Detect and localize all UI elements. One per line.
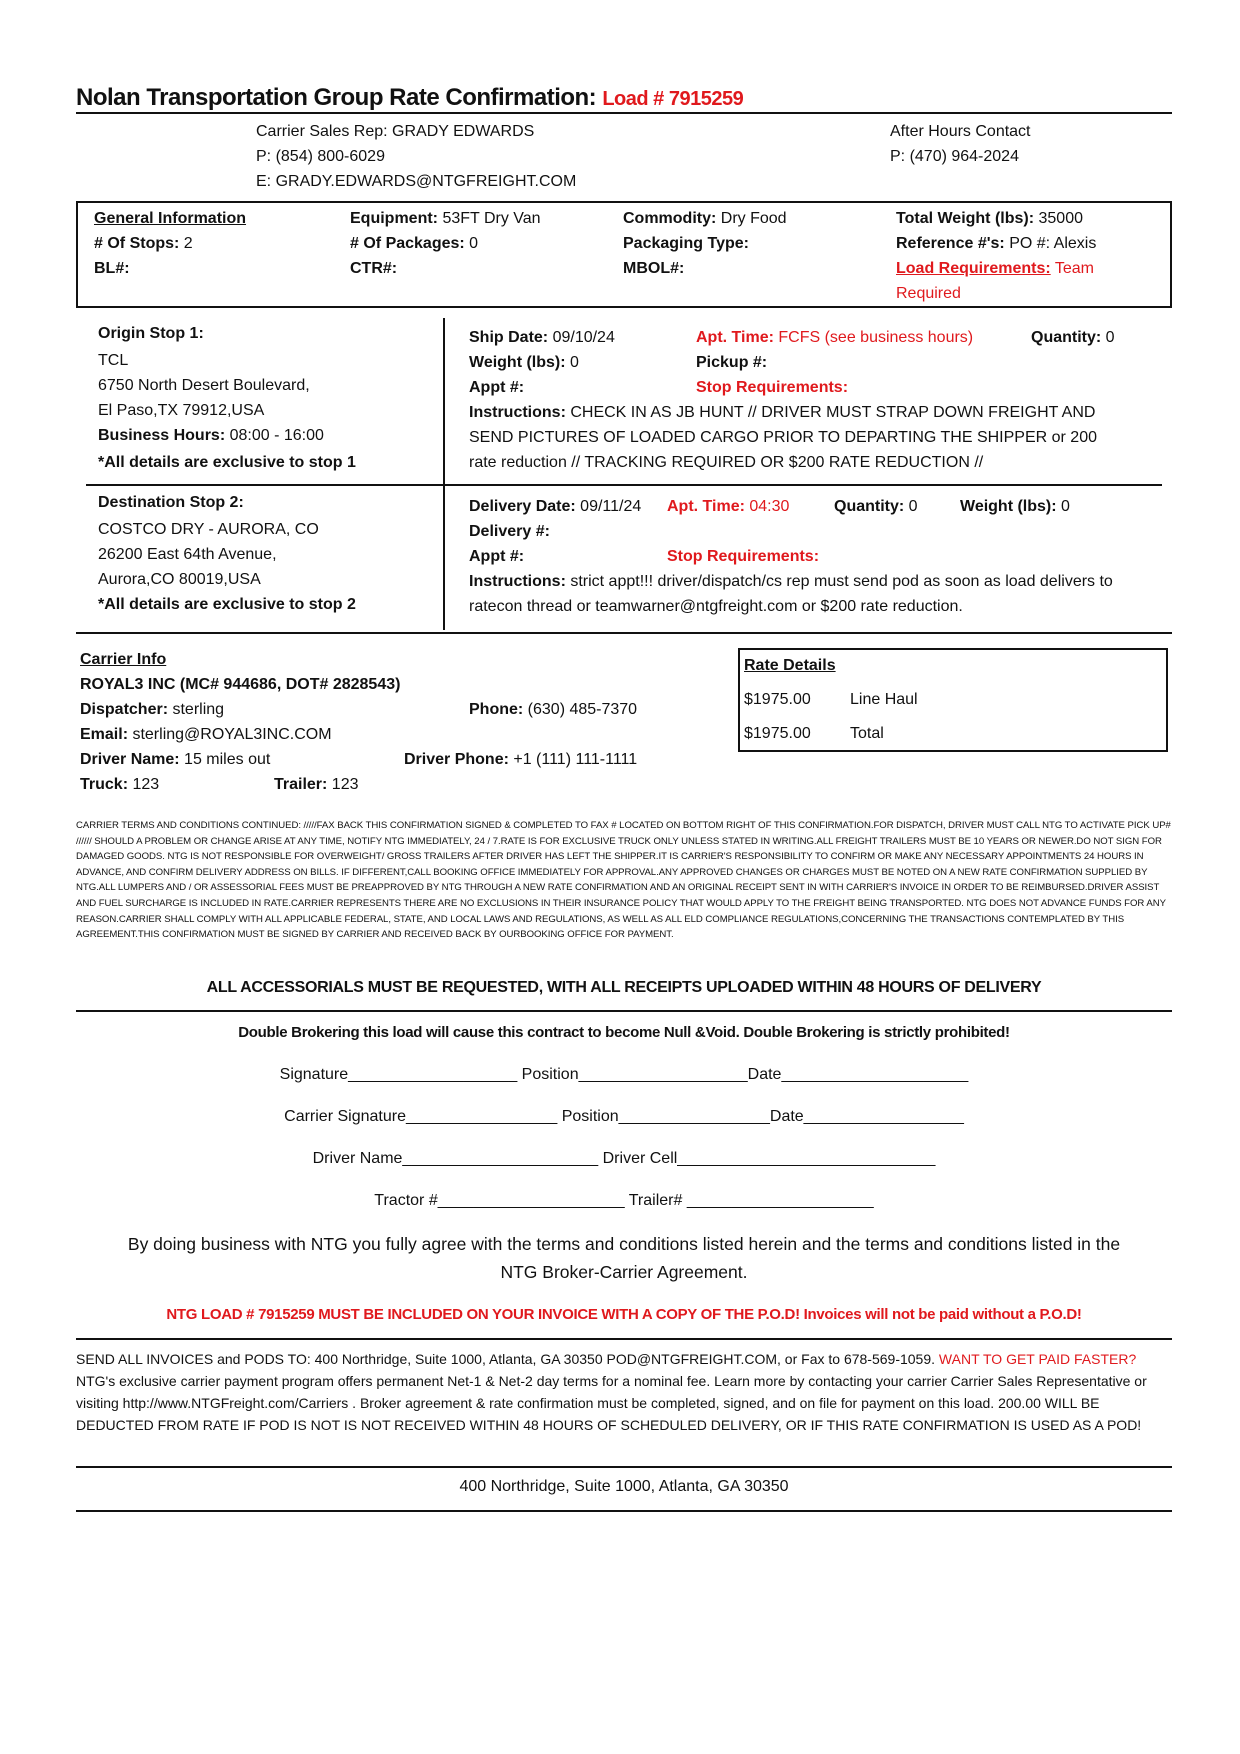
packaging-type: Packaging Type: [623,235,749,252]
signature-line[interactable]: Signature___________________ Position___________________Date_____________________ [279,1066,969,1083]
origin-instructions-3: rate reduction // TRACKING REQUIRED OR $200 RATE REDUCTION // [469,454,984,471]
destination-quantity: Quantity: 0 [834,498,918,515]
destination-instructions-1: Instructions: strict appt!!! driver/dispatch/cs rep must send pod as soon as load delivers to [469,573,1113,590]
tractor-trailer-line[interactable]: Tractor #_____________________ Trailer# _____________________ [374,1192,874,1209]
origin-name: TCL [98,352,129,369]
page-title [76,84,743,112]
invoice-notice: NTG LOAD # 7915259 MUST BE INCLUDED ON YOUR INVOICE WITH A COPY OF THE P.O.D! Invoices will not be paid without a P.O.D! [166,1306,1082,1323]
mbol-number: MBOL#: [623,260,685,277]
footer-address: 400 Northridge, Suite 1000, Atlanta, GA 30350 [459,1478,789,1495]
footer-divider-top [76,1466,1172,1468]
destination-stop-requirements: Stop Requirements: [667,548,820,565]
trailer-number: Trailer: 123 [274,776,359,793]
origin-appt-number: Appt #: [469,379,525,396]
load-number: Load # 7915259 [602,88,744,110]
destination-exclusive-note: *All details are exclusive to stop 2 [98,596,356,613]
carrier-signature-line[interactable]: Carrier Signature_________________ Position_________________Date__________________ [284,1108,964,1125]
send-invoices-paragraph: SEND ALL INVOICES and PODS TO: 400 Northridge, Suite 1000, Atlanta, GA 30350 POD@NTGFREIGHT.COM, or Fax to 678-569-1059. WANT TO GET PAID FASTER? NTG's exclusive carrier payment program offers permanent Net-1 & Net-2 day terms for a nominal fee. Learn more by contacting your carrier Carrier Sales Representative or visiting http://www.NTGFreight.com/Carriers . Broker agreement & rate confirmation must be completed, signed, and on file for payment on this load. 200.00 WILL BE DEDUCTED FROM RATE IF POD IS NOT IS NOT RECEIVED WITHIN 48 HOURS OF SCHEDULED DELIVERY, OR IF THIS RATE CONFIRMATION IS USED AS A POD! [76,1351,1147,1433]
carrier-name: ROYAL3 INC (MC# 944686, DOT# 2828543) [80,676,401,693]
destination-weight: Weight (lbs): 0 [960,498,1070,515]
destination-name: COSTCO DRY - AURORA, CO [98,521,319,538]
rate-desc-line-haul: Line Haul [850,691,918,708]
double-brokering-notice: Double Brokering this load will cause this contract to become Null &Void. Double Brokering is strictly prohibited! [238,1024,1010,1041]
footer-divider-bottom [76,1510,1172,1512]
origin-heading: Origin Stop 1: [98,325,204,342]
origin-exclusive-note: *All details are exclusive to stop 1 [98,454,356,471]
ctr-number: CTR#: [350,260,398,277]
total-weight: Total Weight (lbs): 35000 [896,210,1083,227]
truck-number: Truck: 123 [80,776,160,793]
rate-desc-total: Total [850,725,884,742]
stops-divider-vertical [443,318,445,630]
ship-date: Ship Date: 09/10/24 [469,329,615,346]
dispatcher: Dispatcher: sterling [80,701,225,718]
driver-line[interactable]: Driver Name______________________ Driver Cell_____________________________ [312,1150,936,1167]
invoice-divider [76,1338,1172,1340]
carrier-email: Email: sterling@ROYAL3INC.COM [80,726,332,743]
destination-address-1: 26200 East 64th Avenue, [98,546,277,563]
destination-appt-number: Appt #: [469,548,525,565]
driver-phone: Driver Phone: +1 (111) 111-1111 [404,751,638,768]
notice-divider [76,1010,1172,1012]
stops-bottom-line [76,632,1172,634]
destination-apt-time: Apt. Time: 04:30 [667,498,790,515]
commodity: Commodity: Dry Food [623,210,787,227]
stops-divider-horizontal [86,484,1162,486]
origin-apt-time: Apt. Time: FCFS (see business hours) [696,329,974,346]
load-requirements: Load Requirements: Team [896,260,1094,277]
reference-numbers: Reference #'s: PO #: Alexis [896,235,1097,252]
stops-count: # Of Stops: 2 [94,235,193,252]
destination-address-2: Aurora,CO 80019,USA [98,571,261,588]
carrier-info-heading: Carrier Info [80,651,167,668]
agreement-line-2: NTG Broker-Carrier Agreement. [500,1262,748,1282]
get-paid-faster-link[interactable]: WANT TO GET PAID FASTER? [938,1351,1137,1367]
packages-count: # Of Packages: 0 [350,235,479,252]
origin-instructions-1: Instructions: CHECK IN AS JB HUNT // DRIVER MUST STRAP DOWN FREIGHT AND [469,404,1096,421]
pickup-number: Pickup #: [696,354,768,371]
rate-details-heading: Rate Details [744,657,836,674]
load-requirements-cont: Required [896,285,961,302]
accessorials-notice: ALL ACCESSORIALS MUST BE REQUESTED, WITH ALL RECEIPTS UPLOADED WITHIN 48 HOURS OF DELIVERY [206,979,1042,996]
origin-instructions-2: SEND PICTURES OF LOADED CARGO PRIOR TO DEPARTING THE SHIPPER or 200 [469,429,1097,446]
origin-weight: Weight (lbs): 0 [469,354,579,371]
delivery-number: Delivery #: [469,523,550,540]
agreement-line-1: By doing business with NTG you fully agree with the terms and conditions listed herein and the terms and conditions listed in the [127,1234,1121,1254]
origin-stop-requirements: Stop Requirements: [696,379,849,396]
sales-rep-email[interactable]: E: GRADY.EDWARDS@NTGFREIGHT.COM [256,173,577,190]
rate-amount-line-haul: $1975.00 [744,691,811,708]
carrier-phone: Phone: (630) 485-7370 [469,701,638,718]
origin-hours: Business Hours: 08:00 - 16:00 [98,427,324,444]
terms-and-conditions: CARRIER TERMS AND CONDITIONS CONTINUED: /////FAX BACK THIS CONFIRMATION SIGNED & COMPLETED TO FAX # LOCATED ON BOTTOM RIGHT OF THIS CONFIRMATION.FOR DISPATCH, DRIVER MUST CALL NTG TO ACTIVATE PICK UP# ////// SHOULD A PROBLEM OR CHANGE ARISE AT ANY TIME, NOTIFY NTG IMMEDIATELY, 24 / 7.RATE IS FOR EXCLUSIVE TRUCK ONLY UNLESS STATED IN WRITING.ALL FREIGHT TRAILERS MUST BE 10 YEARS OR NEWER.DO NOT SIGN FOR DAMAGED GOODS. NTG IS NOT RESPONSIBLE FOR OVERWEIGHT/ GROSS TRAILERS AFTER DRIVER HAS LEFT THE SHIPPER.IT IS CARRIER'S RESPONSIBILITY TO CONFIRM OR MAKE ANY NECESSARY APPOINTMENTS 24 HOURS IN ADVANCE, AND CONFIRM DELIVERY ADDRESS ON BILLS. IF DIFFERENT,CALL BOOKING OFFICE IMMEDIATELY FOR APPROVAL.ANY APPROVED CHANGES OR CHARGES MUST BE NOTED ON A NEW RATE CONFIRMATION SUPPLIED BY NTG.ALL LUMPERS AND / OR ASSESSORIAL FEES MUST BE PREAPPROVED BY NTG THROUGH A NEW RATE CONFIRMATION AND AN ORIGINAL RECEIPT SENT IN WITH CARRIER'S INVOICE IN ORDER TO BE REIMBURSED.DRIVER ASSIST AND FUEL SURCHARGE IS INCLUDED IN RATE.CARRIER REPRESENTS THERE ARE NO EXCLUSIONS IN THEIR INSURANCE POLICY THAT WOULD APPLY TO THE FREIGHT BEING TRANSPORTED. NTG DOES NOT ADVANCE FUNDS FOR ANY REASON.CARRIER SHALL COMPLY WITH ALL APPLICABLE FEDERAL, STATE, AND LOCAL LAWS AND REGULATIONS, AS WELL AS ALL ELD COMPLIANCE REGULATIONS,CONCERNING THE TRANSACTIONS CONTEMPLATED BY THIS AGREEMENT.THIS CONFIRMATION MUST BE SIGNED BY CARRIER AND RECEIVED BACK BY OURBOOKING OFFICE FOR PAYMENT. [76,820,1171,941]
equipment: Equipment: 53FT Dry Van [350,210,541,227]
origin-quantity: Quantity: 0 [1031,329,1115,346]
general-info-heading: General Information [94,210,247,227]
sales-rep: Carrier Sales Rep: GRADY EDWARDS [256,123,535,140]
delivery-date: Delivery Date: 09/11/24 [469,498,642,515]
destination-instructions-2: ratecon thread or teamwarner@ntgfreight.com or $200 rate reduction. [469,598,963,615]
sales-rep-phone: P: (854) 800-6029 [256,148,385,165]
title-text: Nolan Transportation Group Rate Confirmation: [76,84,597,111]
driver-name: Driver Name: 15 miles out [80,751,271,768]
origin-address-2: El Paso,TX 79912,USA [98,402,265,419]
origin-address-1: 6750 North Desert Boulevard, [98,377,310,394]
title-divider [76,112,1172,114]
rate-amount-total: $1975.00 [744,725,811,742]
after-hours-label: After Hours Contact [890,123,1031,140]
bl-number: BL#: [94,260,130,277]
destination-heading: Destination Stop 2: [98,494,244,511]
after-hours-phone: P: (470) 964-2024 [890,148,1019,165]
